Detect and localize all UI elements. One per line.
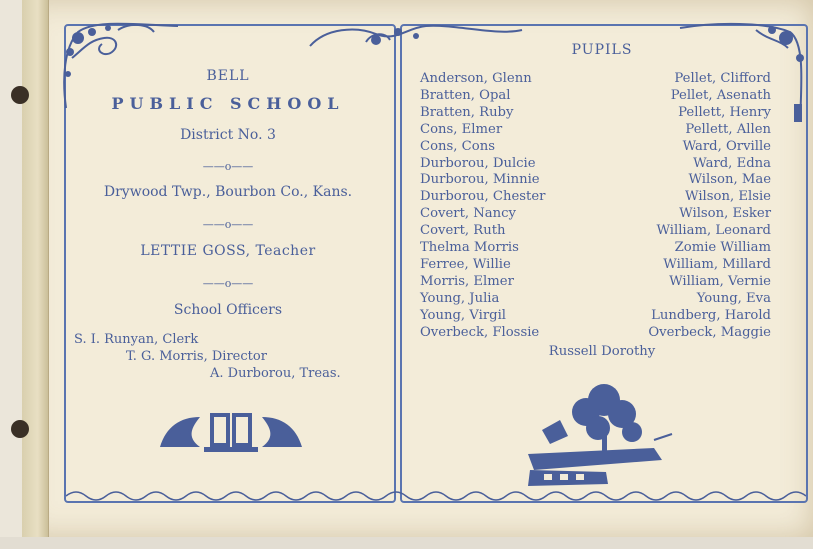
- pupil-entry: Bratten, Opal: [420, 87, 511, 103]
- pupil-entry: Bratten, Ruby: [420, 104, 514, 120]
- pupil-entry: Anderson, Glenn: [420, 71, 532, 86]
- house-tree-icon: [524, 378, 684, 486]
- pupil-entry: Young, Virgil: [420, 307, 507, 323]
- pupil-entry: Morris, Elmer: [420, 273, 514, 289]
- pupil-entry: Lundberg, Harold: [651, 307, 771, 323]
- pupil-entry: Zomie William: [674, 240, 771, 256]
- officer-clerk: S. I. Runyan, Clerk: [74, 332, 199, 347]
- divider-2: ——o——: [202, 218, 254, 231]
- pupil-entry: Pellet, Clifford: [674, 71, 771, 86]
- pupil-entry: Pellet, Asenath: [670, 87, 771, 103]
- pupil-entry: William, Vernie: [669, 273, 771, 289]
- pupils-right-column: [600, 71, 771, 342]
- pupil-entry: Overbeck, Flossie: [420, 324, 540, 340]
- pupil-entry-last: Russell Dorothy: [548, 344, 656, 359]
- pupil-entry: Wilson, Elsie: [685, 189, 771, 205]
- pupil-entry: Ward, Orville: [682, 138, 771, 154]
- pupil-entry: Thelma Morris: [420, 240, 519, 256]
- officers-heading: School Officers: [173, 302, 283, 318]
- district-label: District No. 3: [180, 127, 276, 143]
- location-label: Drywood Twp., Bourbon Co., Kans.: [103, 184, 353, 200]
- pupil-entry: Wilson, Mae: [688, 172, 771, 188]
- school-name-bell: BELL: [206, 68, 250, 84]
- pupils-heading: PUPILS: [571, 42, 633, 58]
- book-wreath-icon: [156, 407, 306, 457]
- officer-director: T. G. Morris, Director: [126, 349, 267, 364]
- binding-hole-top: [11, 86, 29, 104]
- officer-treasurer: A. Durborou, Treas.: [210, 366, 341, 381]
- teacher-label: LETTIE GOSS, Teacher: [140, 243, 316, 259]
- pupil-entry: Covert, Nancy: [420, 206, 517, 222]
- pupil-entry: Wilson, Esker: [679, 206, 771, 222]
- school-name-title: PUBLIC SCHOOL: [111, 94, 345, 113]
- pupil-entry: Durborou, Dulcie: [420, 155, 536, 171]
- divider-3: ——o——: [202, 277, 254, 290]
- pupil-entry: Ward, Edna: [693, 155, 771, 171]
- pupil-entry: Young, Eva: [696, 290, 771, 306]
- divider-1: ——o——: [202, 160, 254, 173]
- pupil-entry: Durborou, Minnie: [420, 172, 540, 188]
- pupil-entry: Ferree, Willie: [420, 256, 511, 272]
- pupil-entry: Young, Julia: [420, 290, 500, 306]
- pupil-entry: William, Leonard: [656, 223, 771, 239]
- pupil-entry: Covert, Ruth: [420, 223, 506, 239]
- binding-spine: [22, 0, 49, 537]
- pupil-entry: Pellett, Henry: [678, 104, 771, 120]
- pupil-entry: Overbeck, Maggie: [648, 324, 771, 340]
- pupil-entry: Durborou, Chester: [420, 189, 546, 205]
- pupils-left-column: [420, 71, 545, 342]
- pupil-entry: Pellett, Allen: [685, 121, 771, 137]
- pupil-entry: William, Millard: [663, 256, 771, 272]
- pupil-entry: Cons, Cons: [420, 138, 495, 154]
- binding-hole-bottom: [11, 420, 29, 438]
- pupil-entry: Cons, Elmer: [420, 121, 503, 137]
- bottom-border-vine-icon: [66, 488, 806, 504]
- bottom-edge: [0, 537, 813, 549]
